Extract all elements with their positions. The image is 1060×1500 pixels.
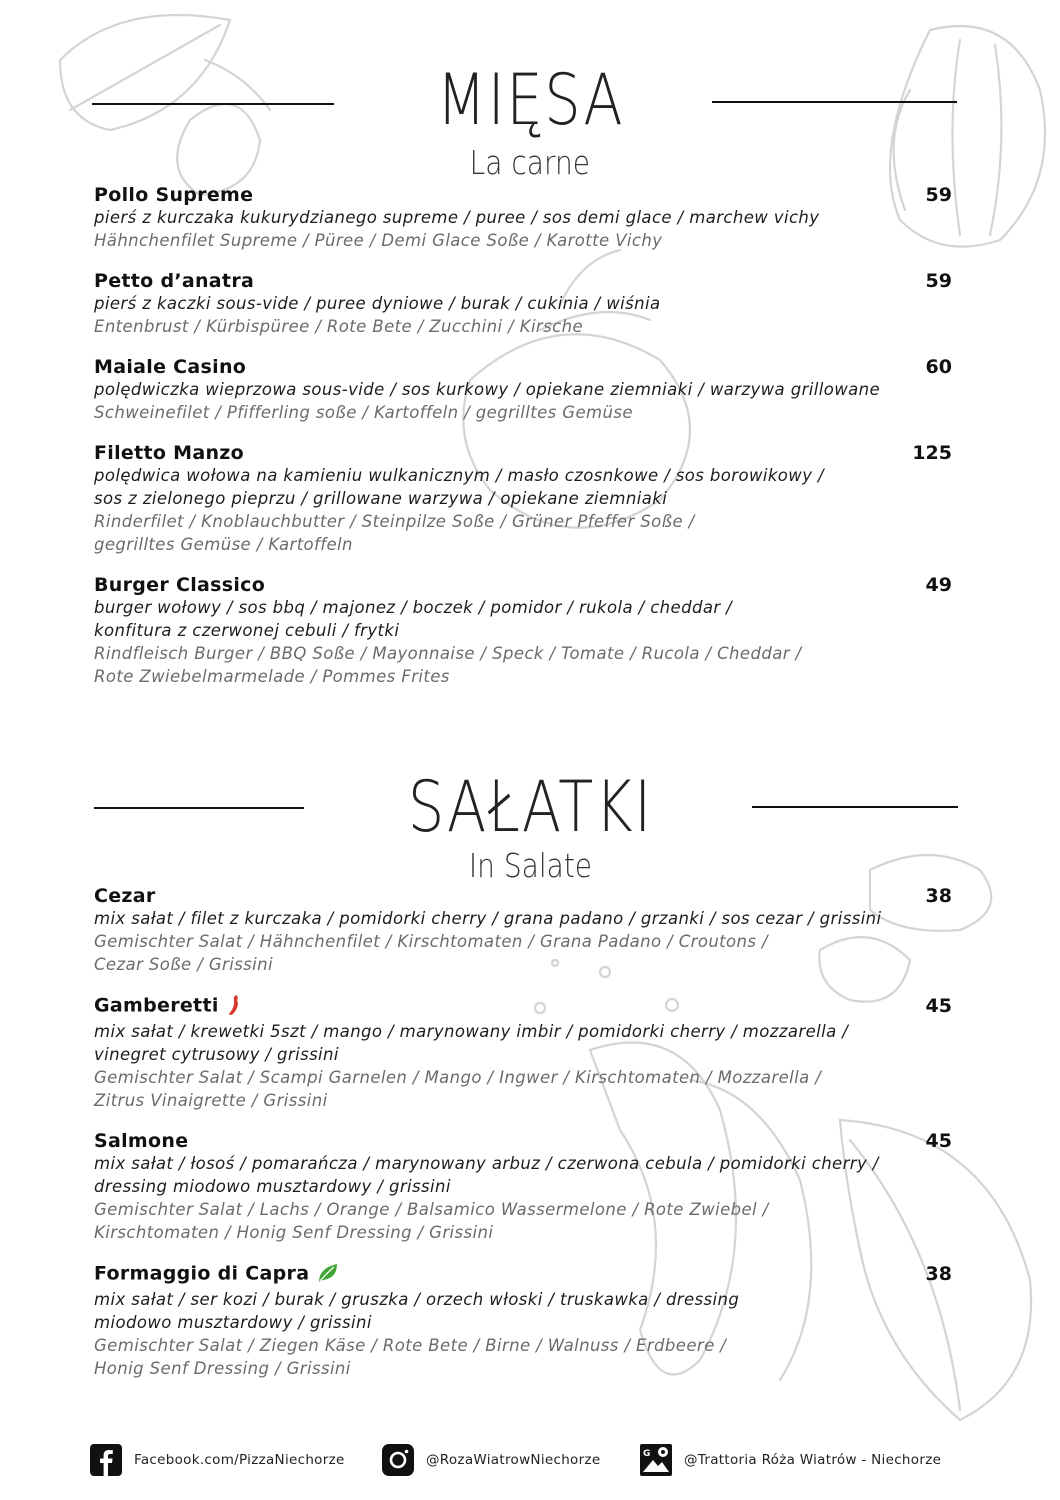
dish-price: 45 xyxy=(925,1130,952,1152)
dish-description-de: Schweinefilet / Pfifferling soße / Kartoffeln / gegrilltes Gemüse xyxy=(94,403,633,422)
menu-item xyxy=(94,356,954,424)
section-title: SAŁATKI xyxy=(407,766,653,848)
dish-description-pl: pierś z kaczki sous-vide / puree dyniowe / burak / cukinia / wiśnia xyxy=(94,294,661,313)
dish-price: 38 xyxy=(925,1262,952,1285)
dish-description-pl: vinegret cytrusowy / grissini xyxy=(94,1045,339,1064)
dish-name: Pollo Supreme xyxy=(94,184,254,206)
dish-description-de: Hähnchenfilet Supreme / Püree / Demi Glace Soße / Karotte Vichy xyxy=(94,231,663,250)
facebook-label: Facebook.com/PizzaNiechorze xyxy=(134,1452,345,1468)
facebook-link[interactable] xyxy=(90,1444,382,1476)
menu-list-meat xyxy=(94,184,954,706)
dish-name: Formaggio di Capra xyxy=(94,1262,310,1285)
maps-label: @Trattoria Róża Wiatrów - Niechorze xyxy=(684,1452,942,1468)
dish-description-de: Rote Zwiebelmarmelade / Pommes Frites xyxy=(94,667,450,686)
maps-link[interactable] xyxy=(640,1444,941,1476)
dish-description-de: Zitrus Vinaigrette / Grissini xyxy=(94,1091,328,1110)
dish-description-de: Rindfleisch Burger / BBQ Soße / Mayonnaise / Speck / Tomate / Rucola / Cheddar / xyxy=(94,644,802,663)
dish-description-pl: pierś z kurczaka kukurydzianego supreme / puree / sos demi glace / marchew vichy xyxy=(94,208,820,227)
menu-item xyxy=(94,270,954,338)
dish-name: Maiale Casino xyxy=(94,356,247,378)
social-footer xyxy=(90,1440,970,1480)
dish-description-de: Entenbrust / Kürbispüree / Rote Bete / Zucchini / Kirsche xyxy=(94,317,583,336)
dish-description-pl: mix sałat / filet z kurczaka / pomidorki cherry / grana padano / grzanki / sos cezar / grissini xyxy=(94,909,882,928)
dish-price: 45 xyxy=(925,994,952,1017)
dish-description-pl: mix sałat / krewetki 5szt / mango / marynowany imbir / pomidorki cherry / mozzarella / xyxy=(94,1022,849,1041)
section-title: MIĘSA xyxy=(436,59,624,141)
dish-description-de: Gemischter Salat / Lachs / Orange / Balsamico Wassermelone / Rote Zwiebel / xyxy=(94,1200,769,1219)
dish-description-pl: burger wołowy / sos bbq / majonez / boczek / pomidor / rukola / cheddar / xyxy=(94,598,733,617)
dish-description-pl: miodowo musztardowy / grissini xyxy=(94,1313,372,1332)
menu-item xyxy=(94,442,954,556)
dish-description-de: Gemischter Salat / Ziegen Käse / Rote Bete / Birne / Walnuss / Erdbeere / xyxy=(94,1336,727,1355)
dish-price: 59 xyxy=(925,184,952,206)
dish-price: 59 xyxy=(925,270,952,292)
instagram-label: @RozaWiatrowNiechorze xyxy=(426,1452,601,1468)
dish-price: 49 xyxy=(925,574,952,596)
dish-name: Salmone xyxy=(94,1130,189,1152)
section-subtitle: La carne xyxy=(469,143,591,182)
dish-description-de: Gemischter Salat / Hähnchenfilet / Kirschtomaten / Grana Padano / Croutons / xyxy=(94,932,768,951)
dish-description-pl: konfitura z czerwonej cebuli / frytki xyxy=(94,621,400,640)
dish-description-de: Cezar Soße / Grissini xyxy=(94,955,274,974)
menu-item xyxy=(94,885,954,976)
dish-price: 38 xyxy=(925,885,952,907)
dish-name: Burger Classico xyxy=(94,574,266,596)
section-subtitle-wrap xyxy=(0,846,1060,885)
map-pin-icon xyxy=(640,1444,672,1476)
dish-name: Petto d’anatra xyxy=(94,270,255,292)
menu-item xyxy=(94,1262,954,1380)
dish-description-pl: polędwica wołowa na kamieniu wulkanicznym / masło czosnkowe / sos borowikowy / xyxy=(94,466,824,485)
menu-item xyxy=(94,1130,954,1244)
section-header-salads xyxy=(0,766,1060,848)
chili-icon xyxy=(227,994,241,1020)
dish-description-de: Rinderfilet / Knoblauchbutter / Steinpilze Soße / Grüner Pfeffer Soße / xyxy=(94,512,695,531)
section-subtitle-wrap xyxy=(0,143,1060,182)
dish-description-de: gegrilltes Gemüse / Kartoffeln xyxy=(94,535,353,554)
instagram-icon xyxy=(382,1444,414,1476)
dish-description-pl: sos z zielonego pieprzu / grillowane warzywa / opiekane ziemniaki xyxy=(94,489,668,508)
dish-description-pl: dressing miodowo musztardowy / grissini xyxy=(94,1177,451,1196)
dish-description-pl: polędwiczka wieprzowa sous-vide / sos kurkowy / opiekane ziemniaki / warzywa grillowane xyxy=(94,380,881,399)
menu-item xyxy=(94,574,954,688)
dish-price: 125 xyxy=(912,442,952,464)
section-subtitle: In Salate xyxy=(468,846,592,885)
dish-description-de: Kirschtomaten / Honig Senf Dressing / Grissini xyxy=(94,1223,494,1242)
menu-item xyxy=(94,994,954,1112)
menu-item xyxy=(94,184,954,252)
menu-list-salads xyxy=(94,885,954,1398)
dish-description-de: Honig Senf Dressing / Grissini xyxy=(94,1359,351,1378)
dish-price: 60 xyxy=(925,356,952,378)
dish-name: Gamberetti xyxy=(94,994,219,1017)
instagram-link[interactable] xyxy=(382,1444,640,1476)
leaf-icon xyxy=(317,1262,339,1288)
dish-name: Cezar xyxy=(94,885,156,907)
facebook-icon xyxy=(90,1444,122,1476)
section-header-meat xyxy=(0,59,1060,141)
dish-description-pl: mix sałat / ser kozi / burak / gruszka / orzech włoski / truskawka / dressing xyxy=(94,1290,740,1309)
dish-description-de: Gemischter Salat / Scampi Garnelen / Mango / Ingwer / Kirschtomaten / Mozzarella / xyxy=(94,1068,822,1087)
dish-description-pl: mix sałat / łosoś / pomarańcza / marynowany arbuz / czerwona cebula / pomidorki cherry / xyxy=(94,1154,879,1173)
svg-text:G: G xyxy=(643,1449,651,1459)
dish-name: Filetto Manzo xyxy=(94,442,244,464)
